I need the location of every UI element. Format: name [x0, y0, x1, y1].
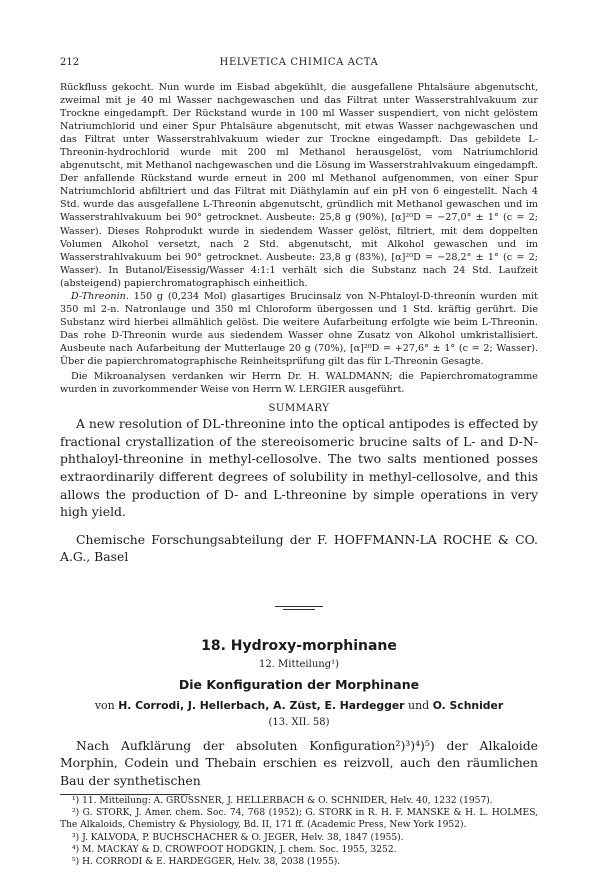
footnote-1: ¹) 11. Mitteilung: A. GRÜSSNER, J. HELLERBACH & O. SCHNIDER, Helv. 40, 1232 (1957). [72, 795, 493, 806]
experimental-paragraph-1: Rückfluss gekocht. Nun wurde im Eisbad abgekühlt, die ausgefallene Phtalsäure abgenutscht, zweimal mit je 40 ml Wasser nachgewaschen und das Filtrat unter Wasserstrahlvakuum zur Trockne eingedampft. Der Rückstand wurde in 100 ml Wasser suspendiert, von nicht gelöstem Natriumchlorid und einer Spur Phtalsäure abgenutscht, mit etwas Wasser nachgewaschen und das Filtrat unter Wasserstrahlvakuum wieder zur Trockne eingedampft. Das gebildete L-Threonin-hydrochlorid wurde mit 200 ml Methanol herausgelöst, vom Natriumchlorid abgenutscht, mit Methanol nachgewaschen und die Lösung im Wasserstrahlvakuum eingedampft. Der anfallende Rückstand wurde erneut in 200 ml Methanol aufgenommen, von einer Spur Natriumchlorid abfiltriert und das Filtrat mit Diäthylamin auf ein pH von 6 eingestellt. Nach 4 Std. wurde das ausgefallene L-Threonin abgenutscht, gründlich mit Methanol gewaschen und im Wasserstrahlvakuum bei 90° getrocknet. Ausbeute: 25,8 g (90%), [α]²⁰D = −27,0° ± 1° (c = 2; Wasser). Dieses Rohprodukt wurde in siedendem Wasser gelöst, filtriert, mit dem doppelten Volumen Alkohol versetzt, nach 2 Std. abgenutscht, mit Alkohol gewaschen und im Wasserstrahlvakuum bei 90° getrocknet. Ausbeute: 23,8 g (83%), [α]²⁰D = −28,2° ± 1° (c = 2; Wasser). In Butanol/Eisessig/Wasser 4:1:1 verhält sich die Substanz nach 24 Std. Laufzeit (absteigend) papierchromatographisch einheitlich. [60, 82, 538, 289]
authors-last: O. Schnider [432, 698, 504, 712]
article-intro [60, 737, 538, 790]
article-number-title: 18. Hydroxy-morphinane [201, 637, 397, 654]
d-threonin-text: 150 g (0,234 Mol) glasartiges Brucinsalz von N-Phtaloyl-D-threonin wurden mit 350 ml 2-n. Natronlauge und 350 ml Chloroform übergossen und 1 Std. kräftig gerührt. Die Substanz wird hierbei allmählich gelöst. Die weitere Aufarbeitung erfolgte wie beim L-Threonin. Das rohe D-Threonin wurde aus siedendem Wasser ohne Zusatz von Alkohol umkristallisiert. Ausbeute nach Aufarbeitung der Mutterlauge 20 g (70%), [α]²⁰D = +27,6° ± 1° (c = 2; Wasser). Über die papierchromatographische Reinheitsprüfung gilt das für L-Threonin Gesagte. [60, 290, 538, 367]
section-divider [275, 606, 323, 607]
authors-main: H. Corrodi, J. Hellerbach, A. Züst, E. Hardegger [118, 698, 405, 712]
experimental-paragraph-2 [60, 290, 538, 368]
received-date: (13. XII. 58) [268, 716, 330, 728]
footnotes [60, 795, 538, 869]
intro-paragraph: Nach Aufklärung der absoluten Konfiguration²)³)⁴)⁵) der Alkaloide Morphin, Codein und Thebain erschien es reizvoll, auch den räumlichen Bau der synthetischen [60, 737, 538, 789]
journal-title: HELVETICA CHIMICA ACTA [219, 57, 379, 68]
authors-and: und [408, 698, 430, 712]
d-threonin-label: D-Threonin. [71, 290, 129, 302]
page-number: 212 [60, 57, 80, 68]
affiliation: Chemische Forschungsabteilung der F. HOFFMANN-LA ROCHE & CO. A.G., Basel [60, 531, 538, 565]
footnote-5: ⁵) H. CORRODI & E. HARDEGGER, Helv. 38, 2038 (1955). [72, 857, 341, 868]
article-authors [60, 698, 538, 713]
footnote-4: ⁴) M. MACKAY & D. CROWFOOT HODGKIN, J. chem. Soc. 1955, 3252. [72, 845, 397, 856]
running-header [60, 57, 538, 71]
summary-heading: SUMMARY [268, 403, 330, 415]
summary-text: A new resolution of DL-threonine into the optical antipodes is effected by fractional crystallization of the stereoisomeric brucine salts of L- and D-N-phthaloyl-threonine in methyl-cellosolve. The two salts mentioned posses extraordinarily different degrees of solubility in methyl-cellosolve, and this allows the production of D- and L-threonine by simple operations in very high yield. [60, 416, 538, 520]
article-title: Die Konfiguration der Morphinane [178, 676, 420, 692]
summary-section [60, 415, 538, 566]
acknowledgement: Die Mikroanalysen verdanken wir Herrn Dr. H. WALDMANN; die Papierchromatogramme wurden in zuvorkommender Weise von Herrn W. LERGIER ausgeführt. [60, 371, 538, 396]
article-communication: 12. Mitteilung¹) [258, 658, 340, 670]
footnote-3: ³) J. KALVODA, P. BUCHSCHACHER & O. JEGER, Helv. 38, 1847 (1955). [72, 832, 404, 843]
experimental-section [60, 81, 538, 396]
footnote-2: ²) G. STORK, J. Amer. chem. Soc. 74, 768 (1952); G. STORK in R. H. F. MANSKE & H. L. HOLMES, The Alkaloids, Chemistry & Physiology, Bd. II, 171 ff. (Academic Press, New York 1952). [60, 808, 538, 831]
section-divider-short [283, 609, 315, 610]
page-body [60, 81, 538, 869]
authors-prefix: von [94, 698, 115, 712]
